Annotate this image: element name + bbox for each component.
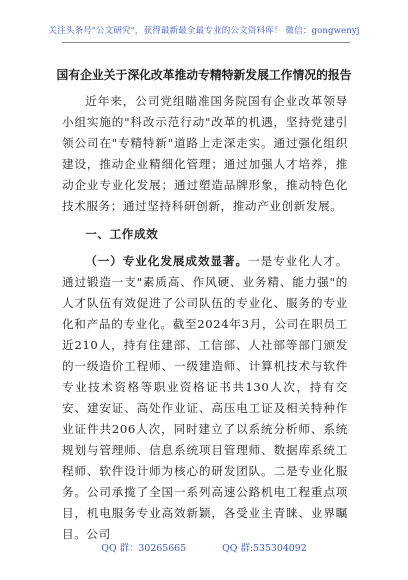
subsection-heading: （一）专业化发展成效显著。: [85, 254, 249, 268]
promo-header: 关注头条号"公文研究"，获得最新最全最专业的公文资料库！ 微信：gongwenyj: [48, 26, 360, 36]
intro-paragraph: 近年来，公司党组瞄准国务院国有企业改革领导小组实施的"科改示范行动"改革的机遇，坚持党建引领公司在"专精特新"道路上走深走实。通过强化组织建设，推动企业精细化管理；通过加强人才培养，推动企业专业化发展；通过塑造品牌形象，推动特色化技术服务；通过坚持科研创新，推动产业创新发展。: [62, 94, 348, 213]
subsection-text: 一是专业化人才。通过锻造一支"素质高、作风硬、业务精、能力强"的人才队伍有效促进了公司队伍的专业化、服务的专业化和产品的专业化。截至2024年3月，公司在职员工近210人，持有住建部、工信部、人社部等部门颁发的一级造价工程师、一级建造师、计算机技术与软件专业技术资格等职业资格证书共130人次，持有交安、建安证、高处作业证、高压电工证及相关特种作业证件共206人次，同时建立了以系统分析师、系统规划与管理师、信息系统项目管理师、数据库系统工程师、软件设计师为核心的研发团队。二是专业化服务。公司承揽了全国一系列高速公路机电工程重点项目，机电服务专业高效新颖，各受业主青睐、业界瞩目。公司: [62, 254, 348, 541]
document-body: [62, 91, 348, 545]
header-divider: [62, 42, 350, 43]
qq-group-1: QQ 群：30265665: [101, 543, 187, 554]
section-heading: 一、工作成效: [85, 227, 159, 241]
qq-group-2: QQ 群:535304092: [222, 543, 307, 554]
document-title: 国有企业关于深化改革推动专精特新发展工作情况的报告: [56, 68, 352, 82]
promo-footer: [0, 540, 408, 554]
subsection-paragraph: [62, 251, 348, 545]
